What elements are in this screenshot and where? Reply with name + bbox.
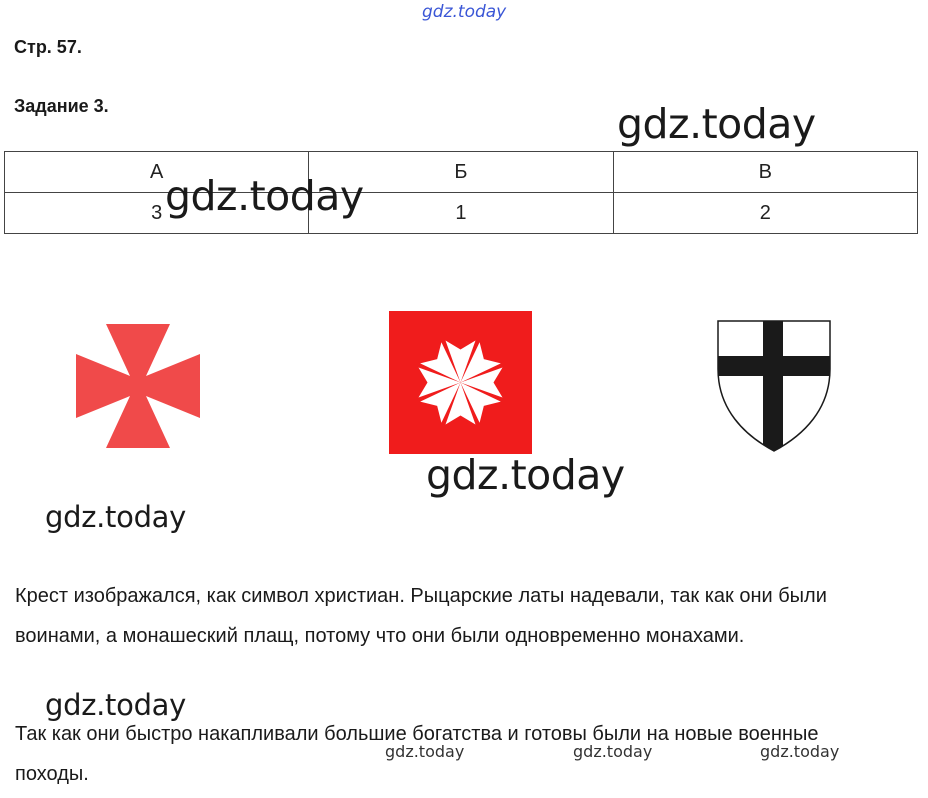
- watermark: gdz.today: [45, 500, 187, 534]
- value-cell-a: 3: [5, 193, 309, 234]
- cross-pattee-icon: [76, 324, 200, 448]
- answer-paragraph-1: Крест изображался, как символ христиан. Рыцарские латы надевали, так как они были воинами, а монашеский плащ, потому что они были одновременно монахами.: [15, 585, 827, 647]
- watermark-top: gdz.today: [422, 2, 507, 22]
- watermark: gdz.today: [617, 100, 816, 148]
- watermark: gdz.today: [385, 742, 465, 761]
- watermark: gdz.today: [45, 688, 187, 722]
- header-cell-a: А: [5, 152, 309, 193]
- watermark: gdz.today: [165, 172, 364, 220]
- watermark: gdz.today: [426, 451, 625, 499]
- header-cell-b: Б: [309, 152, 613, 193]
- watermark: gdz.today: [573, 742, 653, 761]
- task-heading: Задание 3.: [14, 96, 109, 116]
- value-cell-b: 1: [309, 193, 613, 234]
- page-title: Стр. 57.: [14, 37, 82, 57]
- header-cell-v: В: [613, 152, 917, 193]
- answer-paragraph-2: Так как они быстро накапливали большие богатства и готовы были на новые военные походы.: [15, 723, 819, 785]
- table-row: [5, 193, 918, 234]
- value-cell-v: 2: [613, 193, 917, 234]
- teutonic-shield-icon: [716, 319, 832, 453]
- answer-table: [4, 151, 918, 234]
- watermark: gdz.today: [760, 742, 840, 761]
- table-header-row: [5, 152, 918, 193]
- maltese-cross-icon: [389, 311, 532, 454]
